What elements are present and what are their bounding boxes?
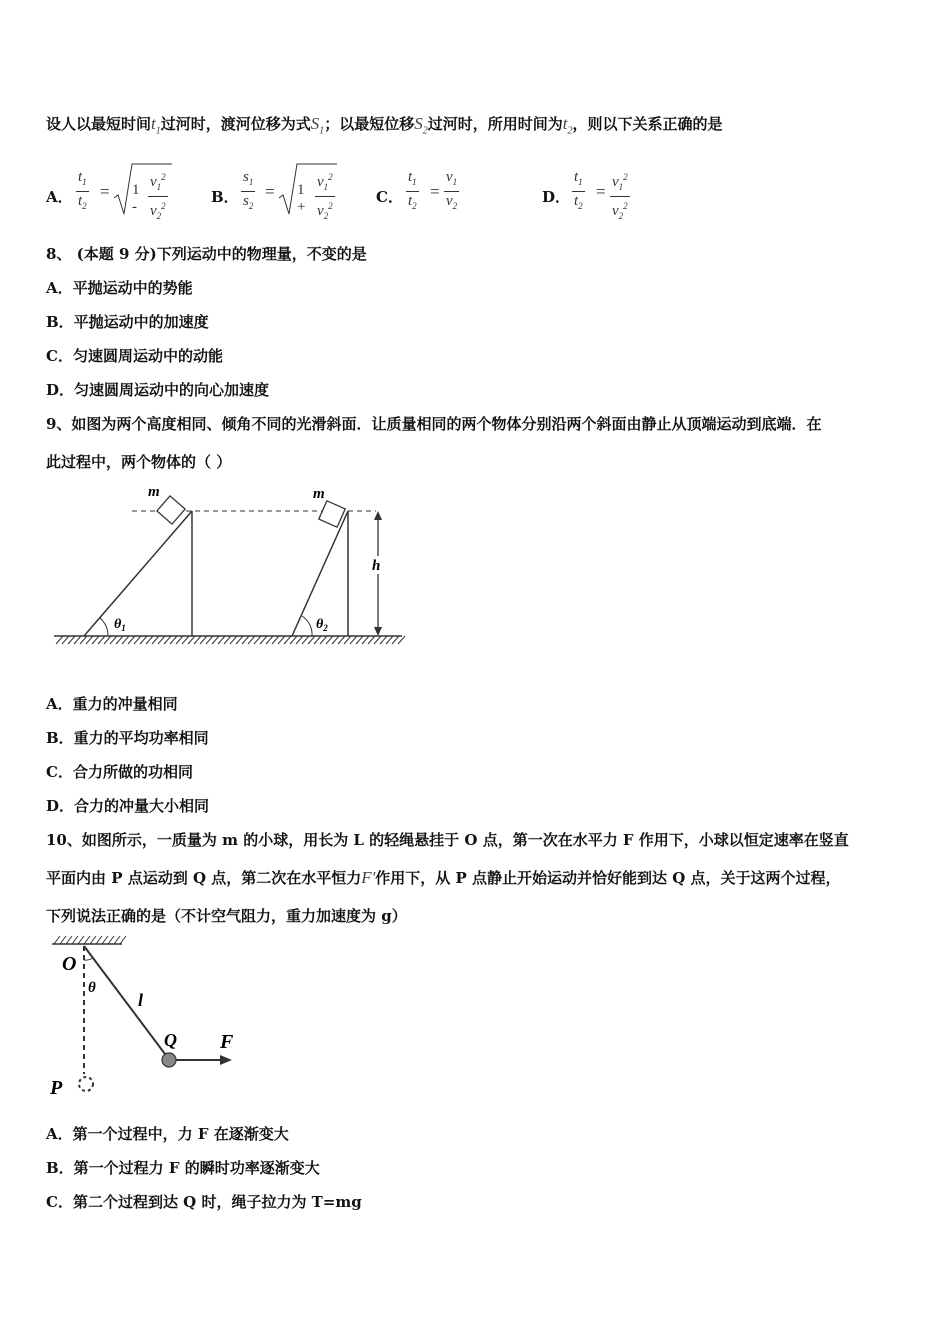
- hatch-stroke: [320, 636, 327, 644]
- hatch-stroke: [176, 636, 183, 644]
- theta1-label: $\theta_1$: [114, 617, 126, 633]
- p-label: P: [50, 1077, 63, 1099]
- hatch-stroke: [194, 636, 201, 644]
- block-2: [319, 501, 345, 527]
- angle-arc-1: [100, 618, 108, 636]
- hatch-stroke: [66, 936, 72, 944]
- hatch-stroke: [114, 936, 120, 944]
- hatch-stroke: [80, 636, 87, 644]
- hatch-stroke: [170, 636, 177, 644]
- hatch-stroke: [96, 936, 102, 944]
- fraction-t1-t2: $\frac{t_1}{t_2}$: [78, 169, 87, 211]
- hatch-stroke: [332, 636, 339, 644]
- hatch-stroke: [146, 636, 153, 644]
- q9-incline-figure: [46, 478, 416, 658]
- hatch-stroke: [344, 636, 351, 644]
- hatch-stroke: [296, 636, 303, 644]
- fraction-v1sq-v2sq: $\frac{v_1^2}{v_2^2}$: [148, 168, 168, 225]
- option-label: D．: [542, 188, 571, 206]
- hatch-stroke: [56, 636, 63, 644]
- hatch-stroke: [72, 936, 78, 944]
- hatch-stroke: [302, 636, 309, 644]
- hatch-stroke: [120, 936, 126, 944]
- angle-arc-2: [302, 616, 312, 636]
- q9-option-b[interactable]: B．重力的平均功率相同: [46, 729, 209, 747]
- l-label: l: [138, 990, 144, 1010]
- hatch-stroke: [116, 636, 123, 644]
- hatch-stroke: [218, 636, 225, 644]
- o-label: O: [62, 953, 77, 975]
- q8-stem: 8、 (本题 9 分)下列运动中的物理量，不变的是: [46, 245, 367, 263]
- q10-option-a[interactable]: A．第一个过程中，力 F 在逐渐变大: [46, 1125, 289, 1143]
- q9-option-d[interactable]: D．合力的冲量大小相同: [46, 797, 210, 815]
- q9-option-c[interactable]: C．合力所做的功相同: [46, 763, 193, 781]
- fraction-v1-v2: $\frac{v_1}{v_2}$: [446, 169, 458, 211]
- incline-1: [84, 511, 192, 636]
- q-label: Q: [164, 1030, 177, 1050]
- hatch-stroke: [108, 936, 114, 944]
- hatch-stroke: [98, 636, 105, 644]
- hatch-stroke: [86, 636, 93, 644]
- hatch-stroke: [278, 636, 285, 644]
- q9-stem-line1: 9、如图为两个高度相同、倾角不同的光滑斜面．让质量相同的两个物体分别沿两个斜面由静止从顶端运动到底端．在: [46, 415, 822, 433]
- hatch-stroke: [90, 936, 96, 944]
- ball-q: [162, 1053, 176, 1067]
- hatch-stroke: [62, 636, 69, 644]
- hatch-stroke: [398, 636, 405, 644]
- hatch-stroke: [110, 636, 117, 644]
- q7-stem: 设人以最短时间$t_1$过河时，渡河位移为式$S_1$；以最短位移$S_2$过河时，所用时间为$t_2$，则以下关系正确的是: [46, 114, 723, 137]
- hatch-stroke: [128, 636, 135, 644]
- option-label: A．: [46, 188, 73, 206]
- q10-pendulum-figure: [46, 934, 246, 1104]
- ground-hatch: [54, 636, 405, 644]
- q9-stem-line2: 此过程中，两个物体的（ ）: [46, 453, 232, 471]
- q10-stem-line1: 10、如图所示，一质量为 m 的小球，用长为 L 的轻绳悬挂于 O 点，第一次在水平力 F 作用下，小球以恒定速率在竖直: [46, 831, 849, 849]
- hatch-stroke: [380, 636, 387, 644]
- hatch-stroke: [152, 636, 159, 644]
- hatch-stroke: [206, 636, 213, 644]
- hatch-stroke: [356, 636, 363, 644]
- q8-option-a[interactable]: A．平抛运动中的势能: [46, 279, 193, 297]
- hatch-stroke: [326, 636, 333, 644]
- hatch-stroke: [374, 636, 381, 644]
- hatch-stroke: [212, 636, 219, 644]
- fraction-v1sq-v2sq: $\frac{v_1^2}{v_2^2}$: [315, 168, 335, 225]
- hatch-stroke: [368, 636, 375, 644]
- hatch-stroke: [68, 636, 75, 644]
- q8-option-c[interactable]: C．匀速圆周运动中的动能: [46, 347, 223, 365]
- fraction-t1-t2: $\frac{t_1}{t_2}$: [408, 169, 417, 211]
- hatch-stroke: [164, 636, 171, 644]
- option-label: C．: [376, 188, 403, 206]
- block-1: [157, 496, 185, 524]
- hatch-stroke: [182, 636, 189, 644]
- hatch-stroke: [78, 936, 84, 944]
- hatch-stroke: [104, 636, 111, 644]
- hatch-stroke: [54, 936, 60, 944]
- q10-stem-line2: 平面内由 P 点运动到 Q 点，第二次在水平恒力F'作用下，从 P 点静止开始运动并恰好能到达 Q 点，关于这两个过程，: [46, 868, 841, 887]
- option-label: B．: [211, 188, 239, 206]
- hatch-stroke: [242, 636, 249, 644]
- hatch-stroke: [254, 636, 261, 644]
- hatch-stroke: [102, 936, 108, 944]
- hatch-stroke: [272, 636, 279, 644]
- hatch-stroke: [248, 636, 255, 644]
- hatch-stroke: [74, 636, 81, 644]
- hatch-stroke: [188, 636, 195, 644]
- hatch-stroke: [140, 636, 147, 644]
- hatch-stroke: [392, 636, 399, 644]
- q10-option-c[interactable]: C．第二个过程到达 Q 时，绳子拉力为 T=mg: [46, 1193, 362, 1211]
- hatch-stroke: [200, 636, 207, 644]
- q9-option-a[interactable]: A．重力的冲量相同: [46, 695, 178, 713]
- f-label: F: [220, 1031, 234, 1053]
- rope: [84, 946, 168, 1058]
- hatch-stroke: [224, 636, 231, 644]
- t2-symbol: $t_2$: [562, 114, 573, 137]
- t1-symbol: $t_1$: [151, 114, 161, 137]
- hatch-stroke: [230, 636, 237, 644]
- hatch-stroke: [284, 636, 291, 644]
- s2-symbol: $S_2$: [414, 114, 428, 137]
- hatch-stroke: [84, 936, 90, 944]
- hatch-stroke: [236, 636, 243, 644]
- theta2-label: $\theta_2$: [316, 617, 328, 633]
- fraction-s1-s2: $\frac{s_1}{s_2}$: [243, 169, 254, 211]
- q8-option-d[interactable]: D．匀速圆周运动中的向心加速度: [46, 381, 270, 399]
- hatch-stroke: [92, 636, 99, 644]
- hatch-stroke: [158, 636, 165, 644]
- hatch-stroke: [266, 636, 273, 644]
- ball-p: [79, 1077, 93, 1091]
- hatch-stroke: [290, 636, 297, 644]
- mass-label-1: m: [148, 484, 160, 500]
- hatch-stroke: [362, 636, 369, 644]
- theta-label: θ: [88, 980, 96, 996]
- hatch-stroke: [308, 636, 315, 644]
- f-prime-symbol: F': [361, 868, 376, 887]
- fraction-v1sq-v2sq: $\frac{v_1^2}{v_2^2}$: [610, 168, 630, 225]
- q10-stem-line3: 下列说法正确的是（不计空气阻力，重力加速度为 g）: [46, 907, 407, 925]
- s1-symbol: $S_1$: [310, 114, 325, 137]
- hatch-stroke: [386, 636, 393, 644]
- fraction-t1-t2: $\frac{t_1}{t_2}$: [574, 169, 583, 211]
- height-label: h: [372, 558, 381, 574]
- hatch-stroke: [122, 636, 129, 644]
- q10-option-b[interactable]: B．第一个过程力 F 的瞬时功率逐渐变大: [46, 1159, 320, 1177]
- hatch-stroke: [314, 636, 321, 644]
- q8-option-b[interactable]: B．平抛运动中的加速度: [46, 313, 209, 331]
- hatch-stroke: [134, 636, 141, 644]
- hatch-stroke: [350, 636, 357, 644]
- mass-label-2: m: [313, 486, 325, 502]
- hatch-stroke: [260, 636, 267, 644]
- hatch-stroke: [338, 636, 345, 644]
- hatch-stroke: [60, 936, 66, 944]
